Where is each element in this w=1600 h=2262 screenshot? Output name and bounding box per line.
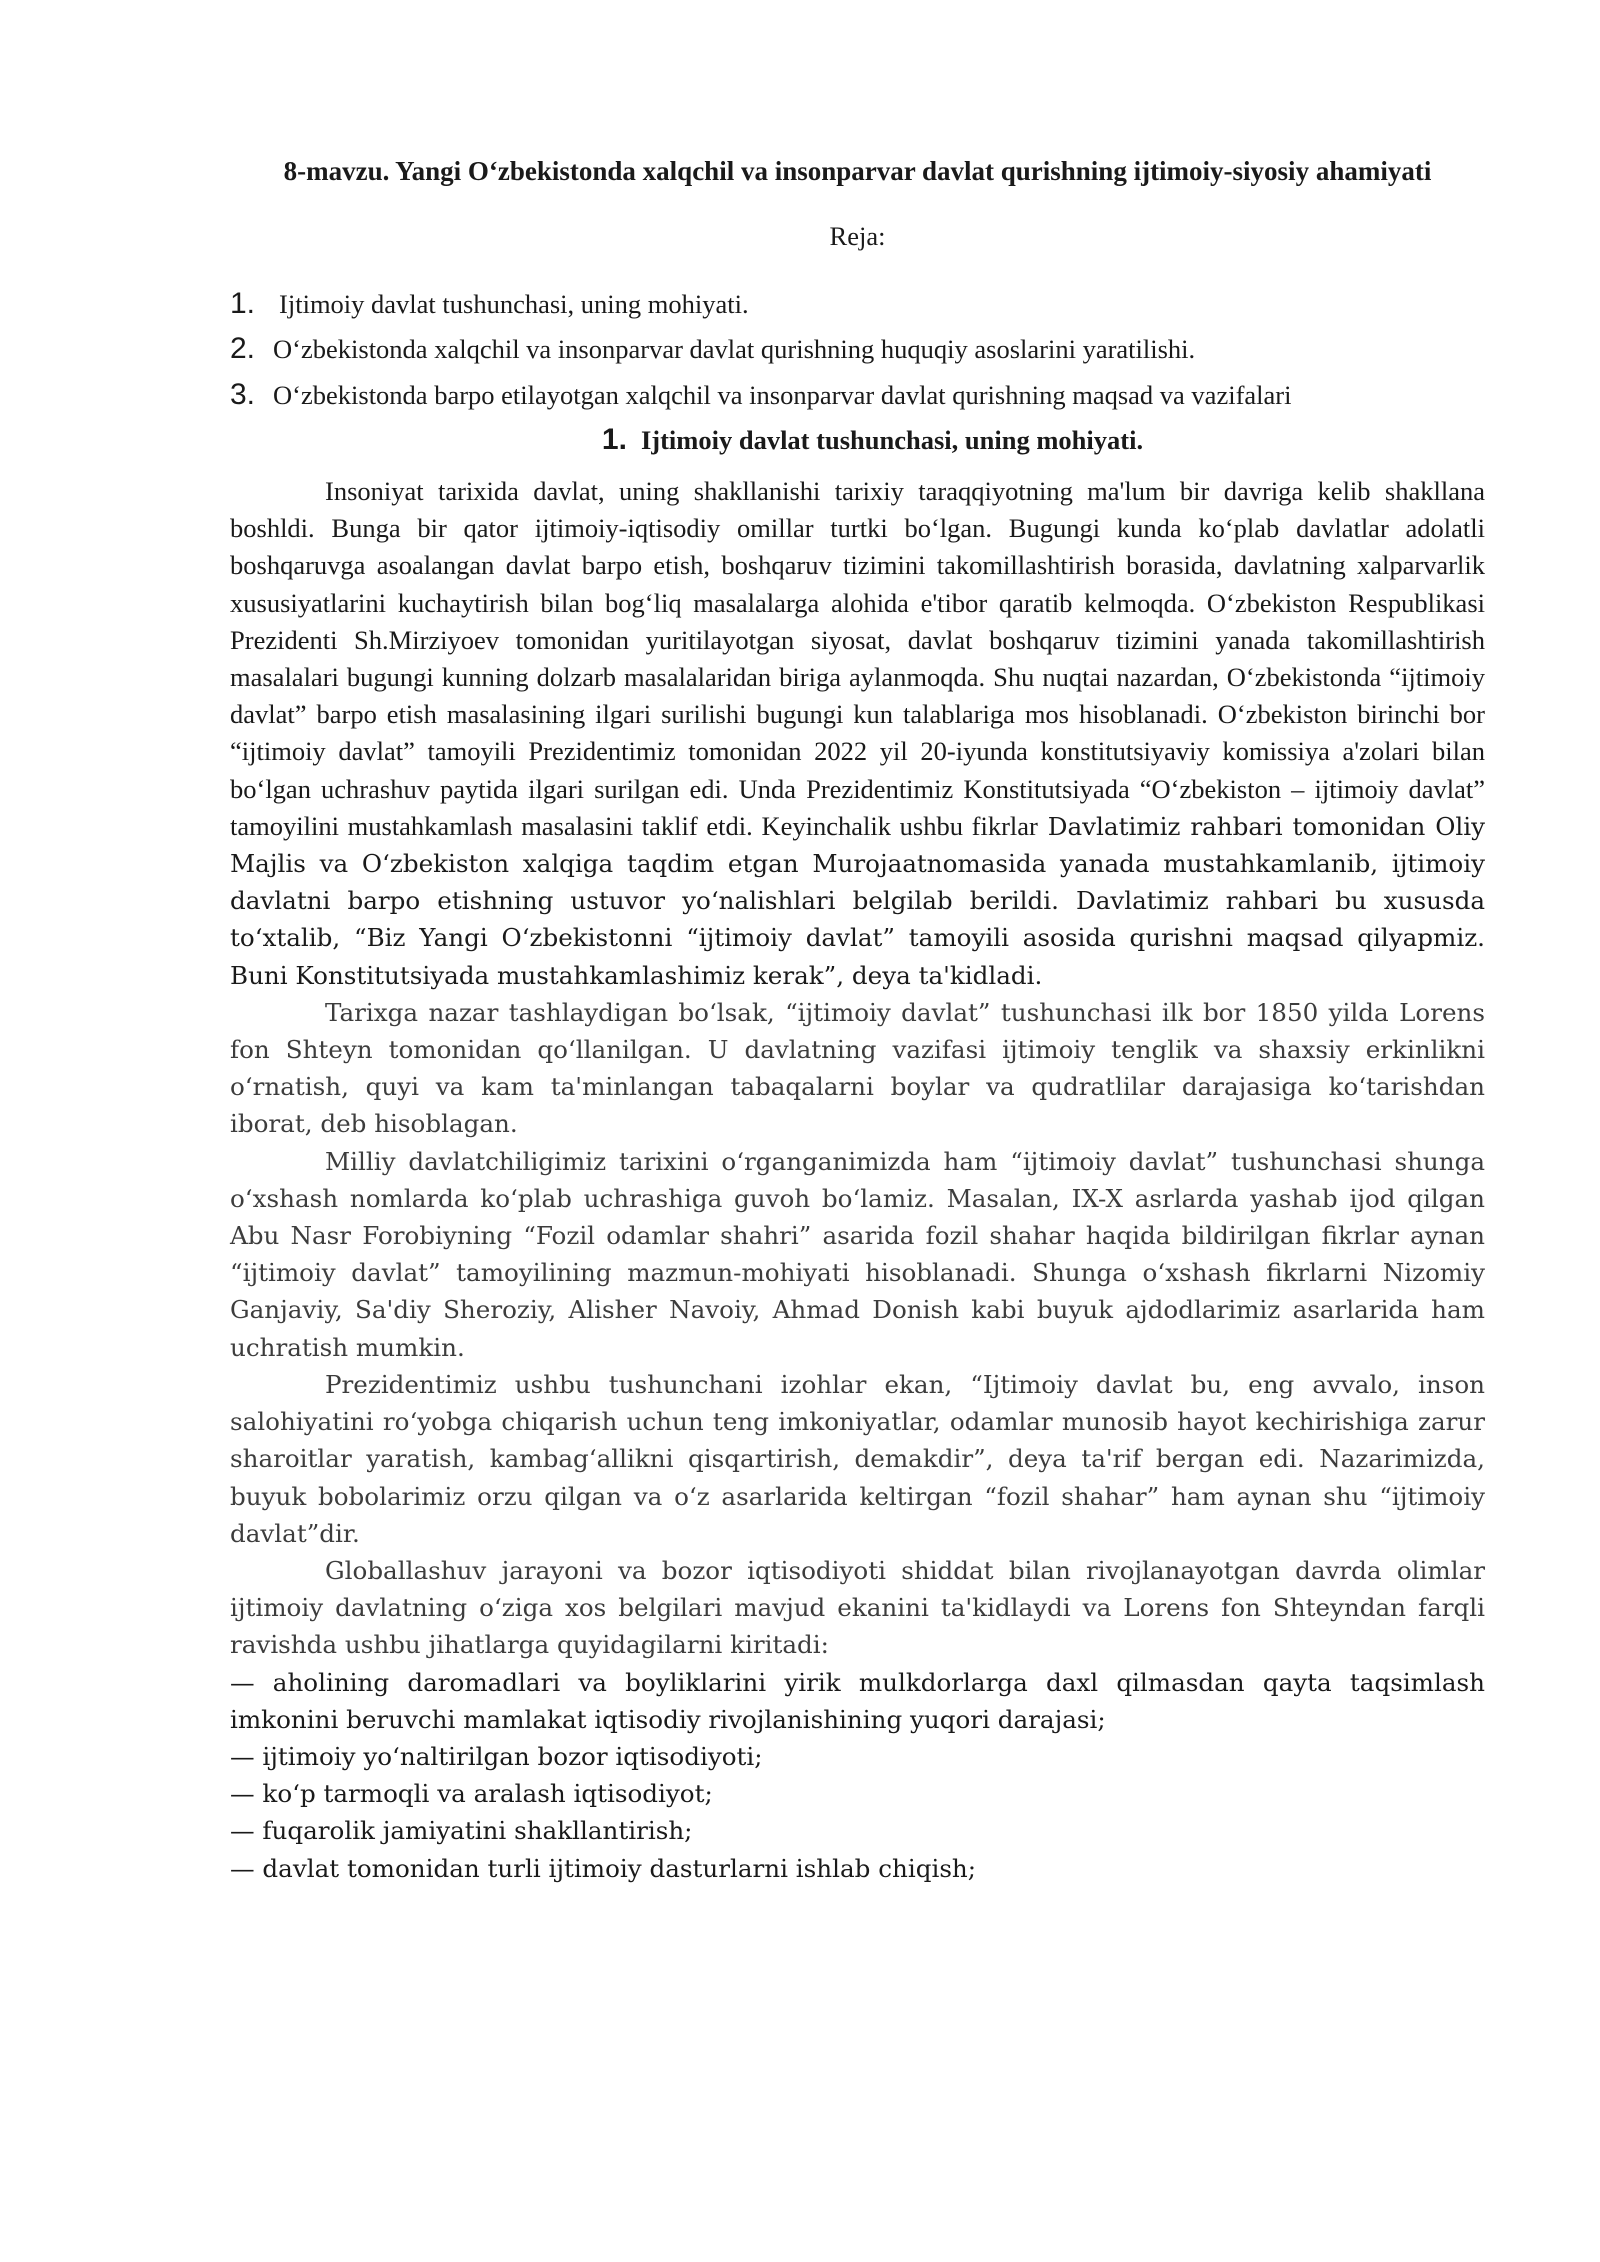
paragraph-text: Insoniyat tarixida davlat, uning shakllanishi tarixiy taraqqiyotning ma'lum bir davriga kelib shakllana boshldi. Bunga bir qator ijtimoiy-iqtisodiy omillar turtki bo‘lgan. Bugungi kunda ko‘plab davlatlar adolatli boshqaruvga asoalangan davlat barpo etish, boshqaruv tizimini takomillashtirish borasida, davlatning xalparvarlik xususiyatlarini kuchaytirish bilan bog‘liq masalalarga alohida e'tibor qaratib kelmoqda. O‘zbekiston Respublikasi Prezidenti Sh.Mirziyoev tomonidan yuritilayotgan siyosat, davlat boshqaruv tizimini yanada takomillashtirish masalalari bugungi kunning dolzarb masalalaridan biriga aylanmoqda. Shu nuqtai nazardan, O‘zbekistonda “ijtimoiy davlat” barpo etish masalasining ilgari surilishi bugungi kun talablariga mos hisoblanadi. O‘zbekiston birinchi bor “ijtimoiy davlat” tamoyili Prezidentimiz tomonidan 2022 yil 20-iyunda konstitutsiyaviy komissiya a'zolari bilan bo‘lgan uchrashuv paytida ilgari surilgan edi. Unda Prezidentimiz Konstitutsiyada “O‘zbekiston – ijtimoiy davlat” tamoyilini mustahkamlash masalasini taklif etdi. Keyinchalik ushbu fikrlar xyxy=(230,476,1485,841)
plan-item-number: 3. xyxy=(230,377,256,411)
list-item: — fuqarolik jamiyatini shakllantirish; xyxy=(230,1816,693,1846)
plan-item-1 xyxy=(230,285,1485,323)
plan-item-number: 1. xyxy=(230,287,256,321)
plan-item-number: 2. xyxy=(230,332,256,366)
paragraph-1 xyxy=(230,473,1485,994)
plan-item-2 xyxy=(230,330,1485,368)
list-item: — ijtimoiy yo‘naltirilgan bozor iqtisodiyoti; xyxy=(230,1741,763,1771)
paragraph-5: Globallashuv jarayoni va bozor iqtisodiyoti shiddat bilan rivojlanayotgan davrda olimlar ijtimoiy davlatning o‘ziga xos belgilari mavjud ekanini ta'kidlaydi va Lorens fon Shteyndan farqli ravishda ushbu jihatlarga quyidagilarni kiritadi: xyxy=(230,1555,1485,1660)
paragraph-4: Prezidentimiz ushbu tushunchani izohlar ekan, “Ijtimoiy davlat bu, eng avvalo, inson salohiyatini ro‘yobga chiqarish uchun teng imkoniyatlar, odamlar munosib hayot kechirishiga zarur sharoitlar yaratish, kambag‘allikni qisqartirish, demakdir”, deya ta'rif bergan edi. Nazarimizda, buyuk bobolarimiz orzu qilgan va o‘z asarlarida keltirgan “fozil shahar” ham aynan shu “ijtimoiy davlat”dir. xyxy=(230,1369,1485,1548)
paragraph-2: Tarixga nazar tashlaydigan bo‘lsak, “ijtimoiy davlat” tushunchasi ilk bor 1850 yilda Lorens fon Shteyn tomonidan qo‘llanilgan. U davlatning vazifasi ijtimoiy tenglik va shaxsiy erkinlikni o‘rnatish, quyi va kam ta'minlangan tabaqalarni boylar va qudratlilar darajasiga ko‘tarishdan iborat, deb hisoblagan. xyxy=(230,997,1485,1139)
plan-item-text: O‘zbekistonda barpo etilayotgan xalqchil va insonparvar davlat qurishning maqsad va vazifalari xyxy=(273,379,1292,410)
section-number: 1. xyxy=(601,422,627,456)
paragraph-3: Milliy davlatchiligimiz tarixini o‘rganganimizda ham “ijtimoiy davlat” tushunchasi shunga o‘xshash nomlarda ko‘plab uchrashiga guvoh bo‘lamiz. Masalan, IX-X asrlarda yashab ijod qilgan Abu Nasr Forobiyning “Fozil odamlar shahri” asarida fozil shahar haqida bildirilgan fikrlar aynan “ijtimoiy davlat” tamoyilining mazmun-mohiyati hisoblanadi. Shunga o‘xshash fikrlarni Nizomiy Ganjaviy, Sa'diy Sheroziy, Alisher Navoiy, Ahmad Donish kabi buyuk ajdodlarimiz asarlarida ham uchratish mumkin. xyxy=(230,1146,1485,1362)
list-item: — aholining daromadlari va boyliklarini yirik mulkdorlarga daxl qilmasdan qayta taqsimlash imkonini beruvchi mamlakat iqtisodiy rivojlanishining yuqori darajasi; xyxy=(230,1667,1485,1734)
list-item: — ko‘p tarmoqli va aralash iqtisodiyot; xyxy=(230,1779,713,1809)
plan-item-3 xyxy=(230,376,1485,414)
list-item: — davlat tomonidan turli ijtimoiy dasturlarni ishlab chiqish; xyxy=(230,1853,977,1883)
section-title: Ijtimoiy davlat tushunchasi, uning mohiyati. xyxy=(640,424,1144,455)
paragraph-text-continued: Davlatimiz rahbari tomonidan Oliy Majlis va O‘zbekiston xalqiga taqdim etgan Murojaatnomasida yanada mustahkamlanib, ijtimoiy davlatni barpo etishning ustuvor yo‘nalishlari belgilab berildi. Davlatimiz rahbari bu xususda to‘xtalib, “Biz Yangi O‘zbekistonni “ijtimoiy davlat” tamoyili asosida qurishni maqsad qilyapmiz. Buni Konstitutsiyada mustahkamlashimiz kerak”, deya ta'kidladi. xyxy=(230,811,1486,990)
document-title: 8-mavzu. Yangi O‘zbekistonda xalqchil va insonparvar davlat qurishning ijtimoiy-siyosiy ahamiyati xyxy=(283,156,1432,186)
plan-item-text: Ijtimoiy davlat tushunchasi, uning mohiyati. xyxy=(279,289,749,320)
section-heading xyxy=(230,421,1485,459)
plan-item-text: O‘zbekistonda xalqchil va insonparvar davlat qurishning huquqiy asoslarini yaratilishi. xyxy=(273,334,1196,365)
document-page xyxy=(230,150,1485,1887)
plan-label: Reja: xyxy=(829,221,886,251)
